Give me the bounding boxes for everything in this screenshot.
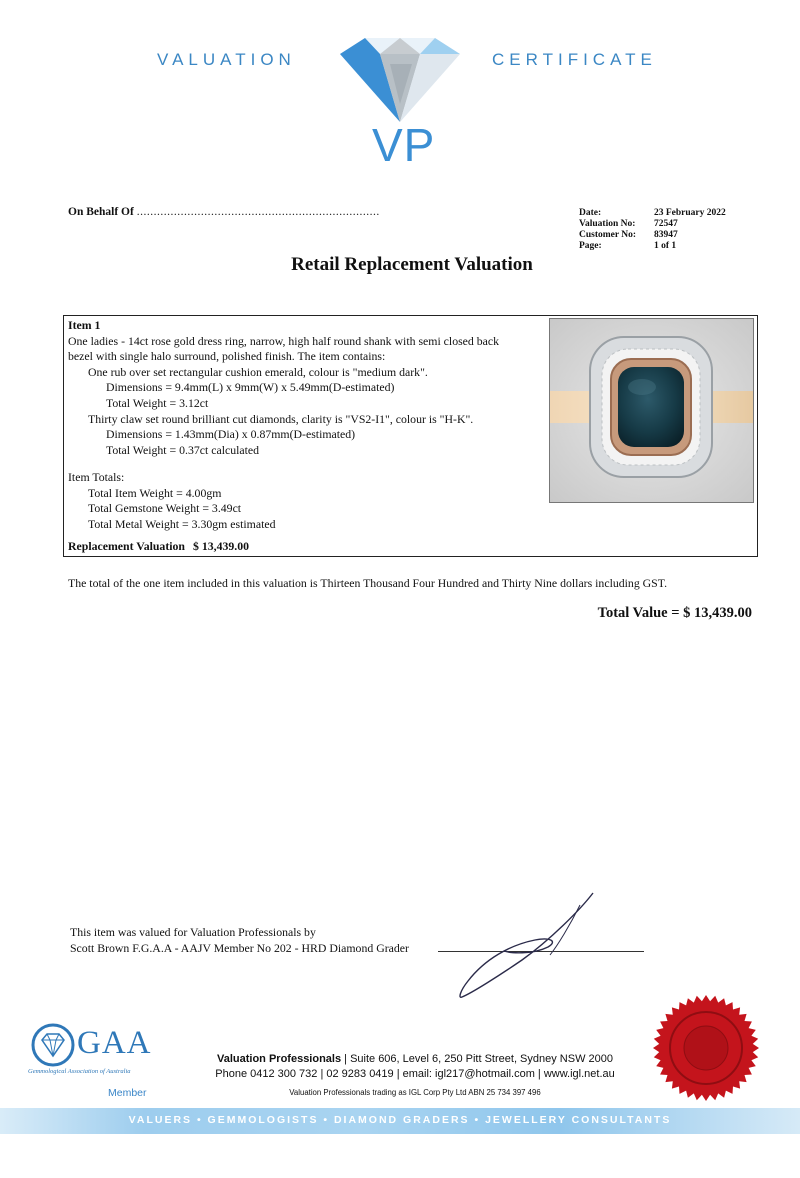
item-heading: Item 1 (68, 318, 101, 332)
page-title-text: Retail Replacement Valuation (291, 254, 533, 275)
gaa-acronym: GAA (77, 1025, 152, 1061)
meta-value: 83947 (654, 230, 678, 240)
footer-company: Valuation Professionals (217, 1053, 342, 1065)
on-behalf-label: On Behalf Of (68, 206, 134, 218)
meta-key: Date: (579, 208, 602, 218)
footer-band-text: VALUERS • GEMMOLOGISTS • DIAMOND GRADERS • JEWELLERY CONSULTANTS (128, 1114, 672, 1126)
valuation-meta (579, 208, 726, 252)
meta-key: Customer No: (579, 230, 637, 240)
item-description-line: bezel with single halo surround, polished finish. The item contains: (68, 349, 386, 364)
meta-valuation-no (579, 219, 726, 230)
on-behalf-dots: ........................................................................ (136, 206, 380, 218)
total-value: Total Value = $ 13,439.00 (597, 605, 752, 621)
valuer-statement (70, 925, 409, 956)
meta-page (579, 241, 726, 252)
replacement-valuation (68, 539, 249, 554)
footer-address-text: | Suite 606, Level 6, 250 Pitt Street, Sydney NSW 2000 (341, 1053, 613, 1065)
diamonds-line: Thirty claw set round brilliant cut diamonds, clarity is "VS2-I1", colour is "H-K". (88, 411, 474, 426)
footer-trading-line: Valuation Professionals trading as IGL Corp Pty Ltd ABN 25 734 397 496 (289, 1088, 541, 1097)
footer-address (170, 1053, 660, 1065)
replacement-amount: $ 13,439.00 (193, 539, 250, 553)
meta-value: 1 of 1 (654, 241, 677, 251)
item-totals (68, 470, 275, 532)
page-title (0, 254, 800, 276)
meta-key: Page: (579, 241, 602, 251)
meta-key: Valuation No: (579, 219, 636, 229)
emerald-weight: Total Weight = 3.12ct (106, 395, 209, 410)
signature-icon (430, 885, 620, 1005)
header-right-word: CERTIFICATE (492, 50, 657, 69)
gaa-diamond-logo-icon (30, 1022, 76, 1068)
emerald-line: One rub over set rectangular cushion emerald, colour is "medium dark". (88, 364, 428, 379)
diamond-dimensions: Dimensions = 1.43mm(Dia) x 0.87mm(D-estimated) (106, 427, 356, 442)
ring-image-icon (550, 319, 753, 502)
item-description (68, 318, 548, 458)
meta-customer-no (579, 230, 726, 241)
red-seal-icon (651, 993, 761, 1103)
meta-value: 23 February 2022 (654, 208, 726, 218)
footer-contact (170, 1053, 660, 1097)
meta-value: 72547 (654, 219, 678, 229)
meta-date (579, 208, 726, 219)
valuer-line-1: This item was valued for Valuation Professionals by (70, 925, 316, 939)
diamond-weight: Total Weight = 0.37ct calculated (106, 442, 260, 457)
valuer-line-2: Scott Brown F.G.A.A - AAJV Member No 202 - HRD Diamond Grader (70, 940, 409, 955)
emerald-dimensions: Dimensions = 9.4mm(L) x 9mm(W) x 5.49mm(D-estimated) (106, 380, 395, 395)
gaa-subtitle: Gemmological Association of Australia (28, 1068, 131, 1075)
diamond-logo-icon (330, 34, 470, 124)
total-metal-weight: Total Metal Weight = 3.30gm estimated (88, 516, 276, 531)
ring-photo (549, 318, 754, 503)
gaa-member: Member (108, 1087, 147, 1099)
footer-contact-line: Phone 0412 300 732 | 02 9283 0419 | email: igl217@hotmail.com | www.igl.net.au (215, 1068, 615, 1080)
item-description-line: One ladies - 14ct rose gold dress ring, narrow, high half round shank with semi closed back (68, 333, 500, 348)
brand-logo-text: VP (372, 119, 436, 171)
replacement-label: Replacement Valuation (68, 539, 185, 553)
header-left-word: VALUATION (157, 50, 296, 69)
on-behalf-of (68, 206, 380, 218)
total-gemstone-weight: Total Gemstone Weight = 3.49ct (88, 501, 242, 515)
seal-center (684, 1026, 728, 1070)
total-sentence: The total of the one item included in this valuation is Thirteen Thousand Four Hundred and Thirty Nine dollars including GST. (68, 576, 668, 590)
total-item-weight: Total Item Weight = 4.00gm (88, 485, 222, 500)
totals-heading: Item Totals: (68, 470, 125, 484)
